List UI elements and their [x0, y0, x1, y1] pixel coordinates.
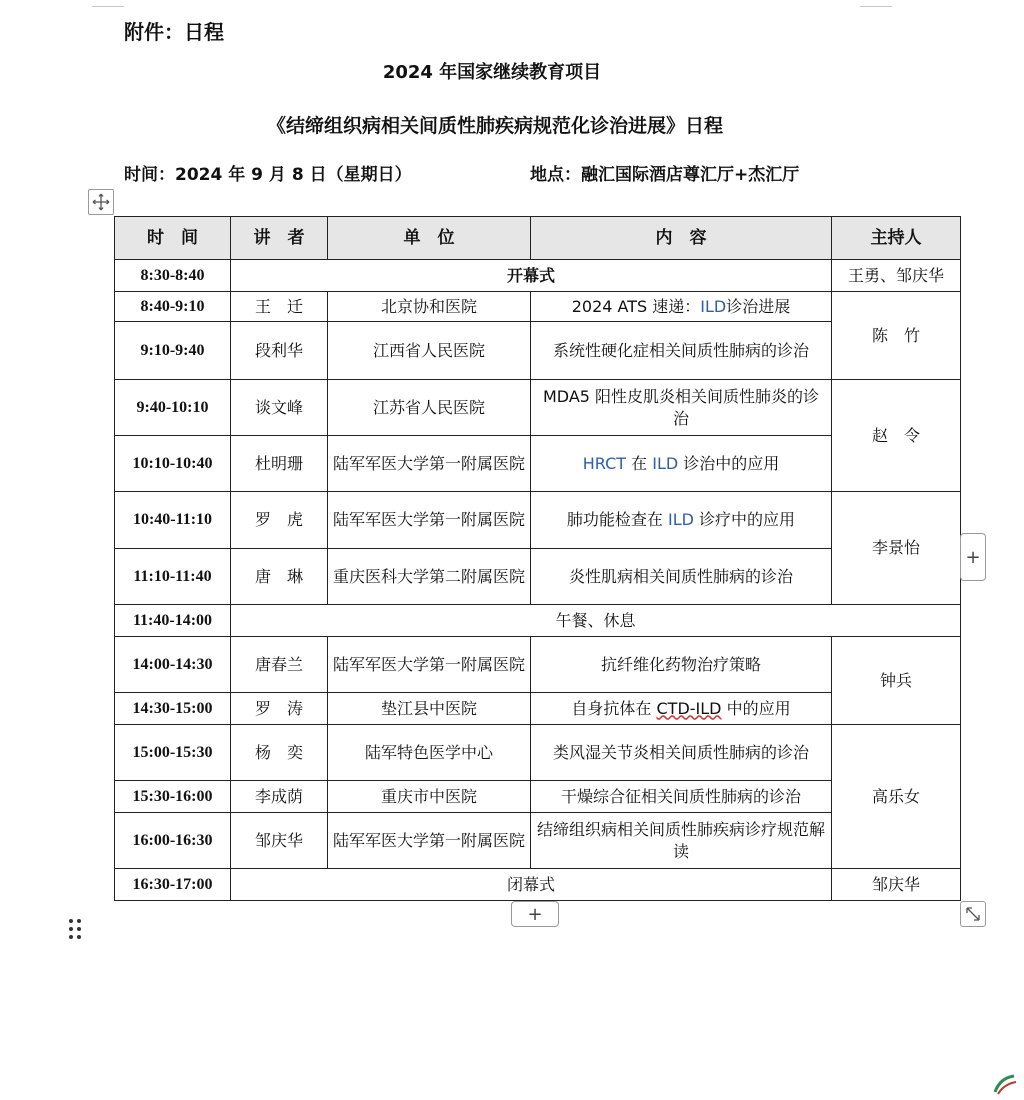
table-resize-handle[interactable]: [960, 901, 986, 927]
content-cell: MDA5 阳性皮肌炎相关间质性肺炎的诊治: [531, 380, 832, 436]
event-time: 时间：2024 年 9 月 8 日（星期日）: [124, 165, 412, 185]
time-cell: 16:30-17:00: [115, 869, 231, 901]
unit-cell: 重庆市中医院: [328, 781, 531, 813]
attachment-heading: 附件：日程: [124, 20, 224, 44]
speaker-cell: 杨 奕: [231, 725, 328, 781]
content-term: ILD: [652, 453, 679, 473]
content-cell: [531, 292, 832, 322]
content-text: 诊治进展: [726, 296, 791, 316]
time-cell: 14:30-15:00: [115, 693, 231, 725]
content-cell: [531, 436, 832, 492]
content-term: ILD: [700, 296, 727, 316]
time-cell: 15:30-16:00: [115, 781, 231, 813]
unit-cell: 垫江县中医院: [328, 693, 531, 725]
speaker-cell: 唐 琳: [231, 549, 328, 605]
watermark-logo: [992, 1072, 1018, 1096]
table-row: [115, 869, 961, 901]
content-text: 诊治中的应用: [678, 453, 780, 473]
logo-icon: [992, 1072, 1018, 1096]
content-term: CTD-ILD: [656, 698, 722, 718]
move-icon: [92, 193, 110, 211]
time-cell: 15:00-15:30: [115, 725, 231, 781]
content-term: HRCT: [582, 453, 627, 473]
time-cell: 10:40-11:10: [115, 492, 231, 549]
table-row: [115, 380, 961, 436]
speaker-cell: 罗 虎: [231, 492, 328, 549]
content-cell: 干燥综合征相关间质性肺病的诊治: [531, 781, 832, 813]
document-subtitle: 《结缔组织病相关间质性肺疾病规范化诊治进展》日程: [266, 115, 723, 137]
host-cell: 邹庆华: [832, 869, 961, 901]
add-column-button[interactable]: +: [960, 533, 986, 581]
header-content: 内 容: [531, 217, 832, 260]
unit-cell: 陆军军医大学第一附属医院: [328, 813, 531, 869]
table-header-row: [115, 217, 961, 260]
content-cell: 类风湿关节炎相关间质性肺病的诊治: [531, 725, 832, 781]
speaker-cell: 唐春兰: [231, 637, 328, 693]
time-cell: 8:40-9:10: [115, 292, 231, 322]
speaker-cell: 李成荫: [231, 781, 328, 813]
unit-cell: 江西省人民医院: [328, 322, 531, 380]
host-cell: 王勇、邹庆华: [832, 260, 961, 292]
header-speaker: 讲 者: [231, 217, 328, 260]
document-title: 2024 年国家继续教育项目: [382, 62, 602, 83]
content-text: 2024 ATS 速递：: [571, 296, 701, 316]
content-cell: 结缔组织病相关间质性肺疾病诊疗规范解读: [531, 813, 832, 869]
time-cell: 16:00-16:30: [115, 813, 231, 869]
drag-dots-icon: [68, 918, 82, 940]
content-text: 肺功能检查在: [566, 510, 669, 529]
unit-cell: 北京协和医院: [328, 292, 531, 322]
header-host: 主持人: [832, 217, 961, 260]
unit-cell: 重庆医科大学第二附属医院: [328, 549, 531, 605]
time-cell: 11:10-11:40: [115, 549, 231, 605]
content-cell: [531, 492, 832, 549]
table-move-handle[interactable]: [88, 189, 114, 215]
add-row-button[interactable]: +: [511, 901, 559, 927]
table-row: [115, 492, 961, 549]
content-term: ILD: [668, 510, 694, 529]
page-corner-mark-right: [860, 0, 892, 7]
speaker-cell: 罗 涛: [231, 693, 328, 725]
time-cell: 9:40-10:10: [115, 380, 231, 436]
table-row: [115, 292, 961, 322]
lunch-break-cell: 午餐、休息: [231, 605, 961, 637]
host-cell: 高乐女: [832, 725, 961, 869]
time-cell: 14:00-14:30: [115, 637, 231, 693]
unit-cell: 陆军军医大学第一附属医院: [328, 436, 531, 492]
speaker-cell: 段利华: [231, 322, 328, 380]
unit-cell: 陆军特色医学中心: [328, 725, 531, 781]
content-cell: [531, 693, 832, 725]
page-corner-mark-left: [92, 0, 124, 7]
drag-handle[interactable]: [68, 918, 82, 940]
table-row: [115, 260, 961, 292]
speaker-cell: 谈文峰: [231, 380, 328, 436]
schedule-table: [114, 216, 961, 901]
content-cell: 系统性硬化症相关间质性肺病的诊治: [531, 322, 832, 380]
header-time: 时 间: [115, 217, 231, 260]
unit-cell: 陆军军医大学第一附属医院: [328, 492, 531, 549]
unit-cell: 陆军军医大学第一附属医院: [328, 637, 531, 693]
content-text: 中的应用: [721, 698, 791, 718]
content-text: 诊疗中的应用: [693, 510, 796, 529]
content-cell: 炎性肌病相关间质性肺病的诊治: [531, 549, 832, 605]
event-place: 地点：融汇国际酒店尊汇厅+杰汇厅: [530, 165, 800, 185]
host-cell: 赵 令: [832, 380, 961, 492]
time-cell: 9:10-9:40: [115, 322, 231, 380]
speaker-cell: 杜明珊: [231, 436, 328, 492]
content-text: 自身抗体在: [571, 698, 657, 718]
opening-ceremony-cell: 开幕式: [231, 260, 832, 292]
content-text: 在: [626, 453, 653, 473]
content-cell: 抗纤维化药物治疗策略: [531, 637, 832, 693]
speaker-cell: 王 迁: [231, 292, 328, 322]
header-unit: 单 位: [328, 217, 531, 260]
closing-ceremony-cell: 闭幕式: [231, 869, 832, 901]
table-row: [115, 725, 961, 781]
time-cell: 8:30-8:40: [115, 260, 231, 292]
speaker-cell: 邹庆华: [231, 813, 328, 869]
host-cell: 陈 竹: [832, 292, 961, 380]
time-cell: 10:10-10:40: [115, 436, 231, 492]
host-cell: 李景怡: [832, 492, 961, 605]
table-row: [115, 605, 961, 637]
resize-icon: [965, 906, 981, 922]
host-cell: 钟兵: [832, 637, 961, 725]
unit-cell: 江苏省人民医院: [328, 380, 531, 436]
time-cell: 11:40-14:00: [115, 605, 231, 637]
table-row: [115, 637, 961, 693]
